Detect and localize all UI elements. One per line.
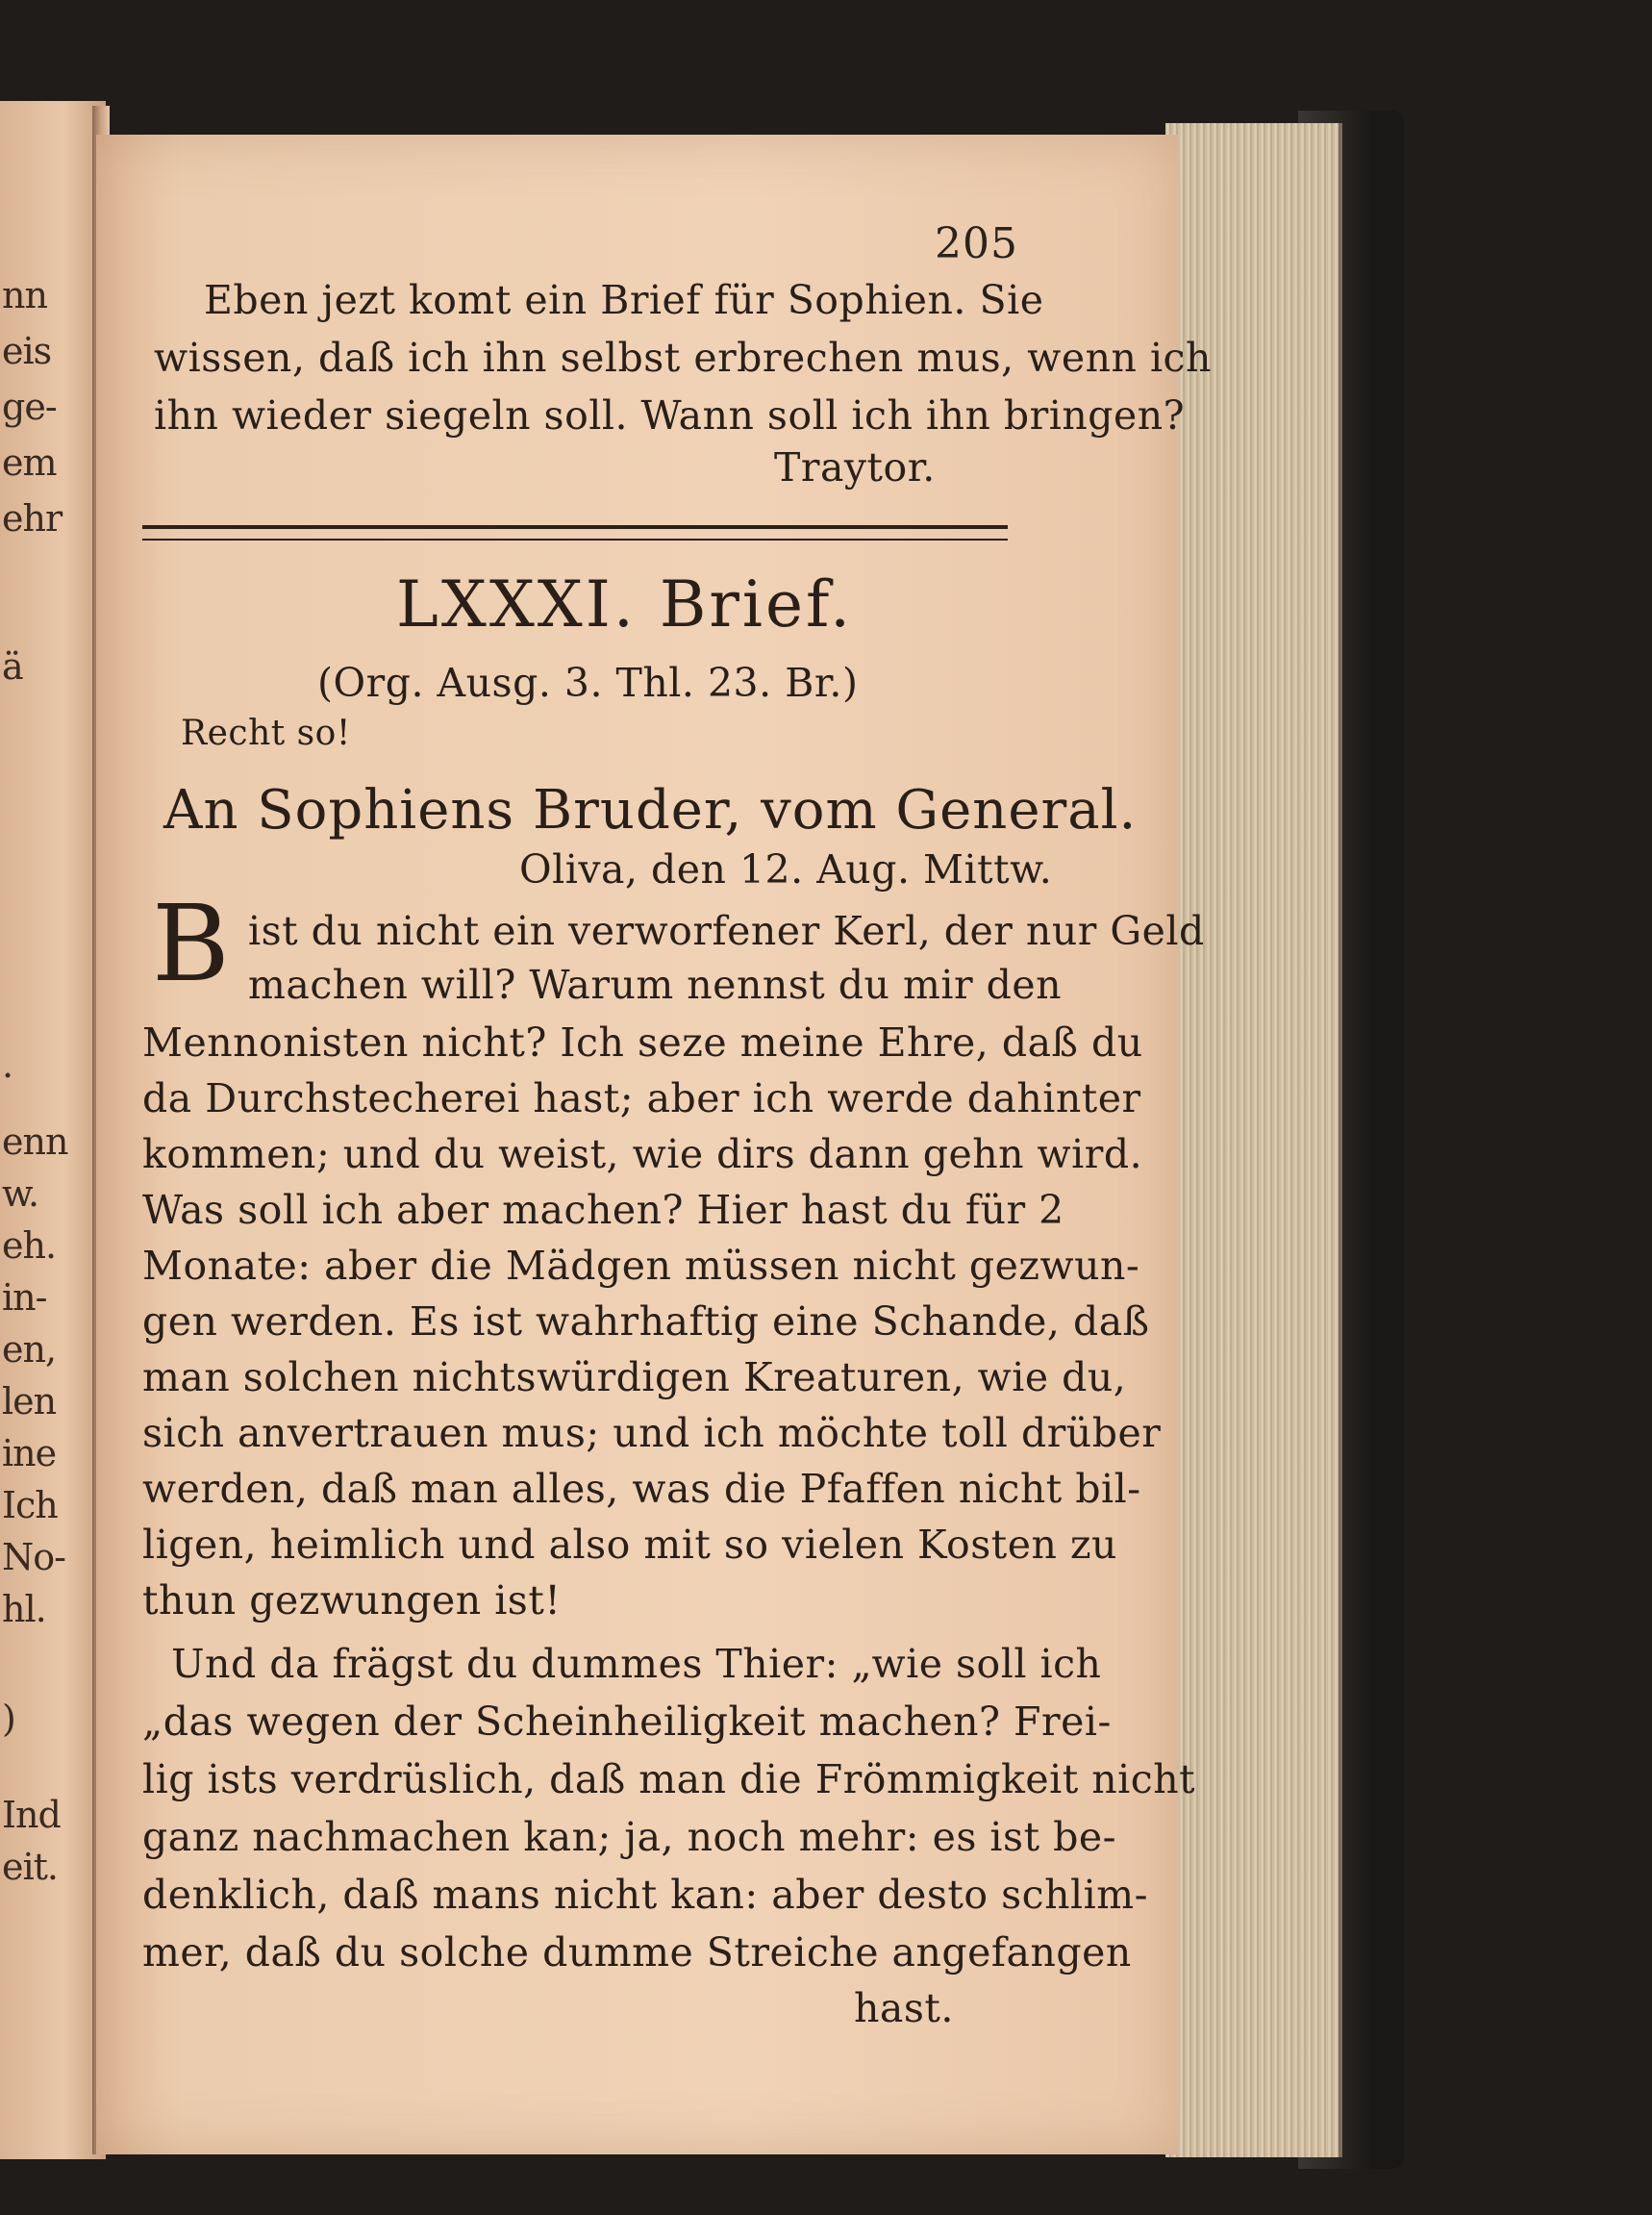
body-line: sich anvertrauen mus; und ich möchte toll drüber <box>142 1410 1162 1456</box>
body-line: Mennonisten nicht? Ich seze meine Ehre, daß du <box>142 1019 1143 1066</box>
letter-title: LXXXI. Brief. <box>396 567 854 642</box>
body-line: machen will? Warum nennst du mir den <box>248 962 1063 1008</box>
letter-heading: An Sophiens Bruder, vom General. <box>163 779 1138 842</box>
section-rule <box>142 525 1008 541</box>
left-page-fragment: hl. <box>2 1588 46 1630</box>
body-line: Eben jezt komt ein Brief für Sophien. Sie <box>204 277 1044 323</box>
place-date: Oliva, den 12. Aug. Mittw. <box>519 846 1053 893</box>
left-page-fragment: w. <box>2 1172 39 1215</box>
body-line: Was soll ich aber machen? Hier hast du für 2 <box>142 1187 1064 1233</box>
left-page-fragment: . <box>2 1044 13 1086</box>
body-line: thun gezwungen ist! <box>142 1577 562 1623</box>
left-page-fragment: eis <box>2 330 52 372</box>
body-line: wissen, daß ich ihn selbst erbrechen mus, wenn ich <box>154 335 1212 381</box>
body-line: „das wegen der Scheinheiligkeit machen? Frei- <box>142 1699 1112 1745</box>
page-number: 205 <box>935 219 1018 268</box>
body-line: kommen; und du weist, wie dirs dann gehn wird. <box>142 1131 1143 1177</box>
page-edges <box>1165 123 1342 2157</box>
left-page-fragment: ) <box>2 1698 15 1740</box>
left-page-fragment: eit. <box>2 1846 58 1888</box>
body-line: lig ists verdrüslich, daß man die Frömmigkeit nicht <box>142 1756 1196 1802</box>
left-page-fragment: ehr <box>2 497 63 540</box>
signature: Traytor. <box>774 444 936 491</box>
body-line: mer, daß du solche dumme Streiche angefangen <box>142 1929 1132 1976</box>
body-line: Monate: aber die Mädgen müssen nicht gezwun- <box>142 1243 1140 1289</box>
body-line: gen werden. Es ist wahrhaftig eine Schande, daß <box>142 1298 1150 1345</box>
marginal-note: Recht so! <box>181 714 351 753</box>
catchword: hast. <box>854 1985 954 2031</box>
body-line: werden, daß man alles, was die Pfaffen nicht bil- <box>142 1466 1141 1512</box>
left-page-fragment: nn <box>2 274 47 316</box>
left-page-fragment: len <box>2 1380 57 1422</box>
source-note: (Org. Ausg. 3. Thl. 23. Br.) <box>317 660 859 706</box>
body-line: da Durchstecherei hast; aber ich werde dahinter <box>142 1075 1141 1121</box>
left-page-fragment: Ind <box>2 1794 61 1836</box>
body-line: ligen, heimlich und also mit so vielen Kosten zu <box>142 1522 1117 1568</box>
left-page-fragment: ge- <box>2 386 57 428</box>
body-line: Und da frägst du dummes Thier: „wie soll ich <box>171 1641 1102 1687</box>
left-page <box>0 101 106 2159</box>
body-line: ganz nachmachen kan; ja, noch mehr: es ist be- <box>142 1814 1116 1860</box>
body-line: denklich, daß mans nicht kan: aber desto schlim- <box>142 1872 1148 1918</box>
left-page-fragment: ä <box>2 645 23 688</box>
left-page-fragment: enn <box>2 1120 68 1163</box>
left-page-fragment: ine <box>2 1432 57 1474</box>
body-line: man solchen nichtswürdigen Kreaturen, wie du, <box>142 1354 1127 1400</box>
left-page-fragment: in- <box>2 1276 47 1319</box>
left-page-fragment: No- <box>2 1536 65 1578</box>
body-line: ihn wieder siegeln soll. Wann soll ich ihn bringen? <box>154 392 1186 439</box>
left-page-fragment: Ich <box>2 1484 58 1526</box>
left-page-fragment: en, <box>2 1328 57 1371</box>
drop-cap: B <box>152 882 230 1005</box>
body-line: ist du nicht ein verworfener Kerl, der nur Geld <box>248 908 1205 954</box>
left-page-fragment: em <box>2 441 57 484</box>
left-page-fragment: eh. <box>2 1224 57 1267</box>
